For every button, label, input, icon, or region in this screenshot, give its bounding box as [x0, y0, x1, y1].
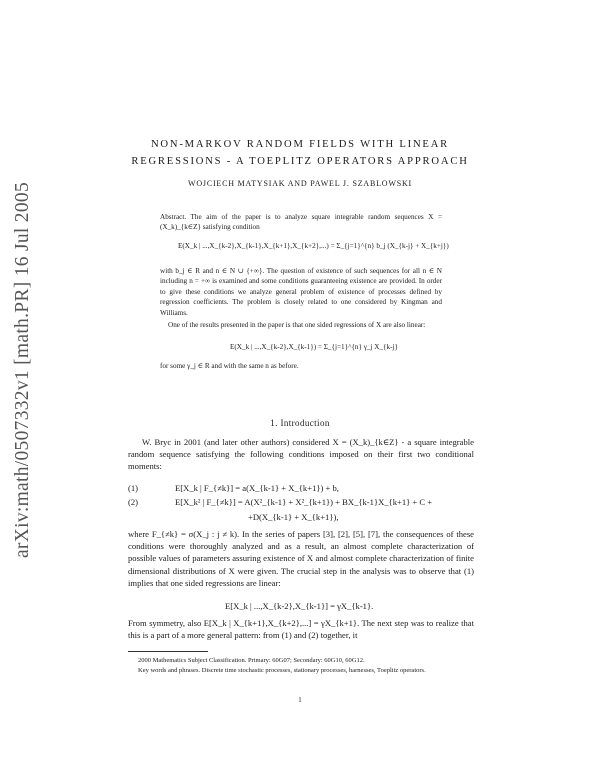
page-number: 1 [298, 697, 302, 704]
equation-1: E[X_k | F_{≠k}] = a(X_{k-1} + X_{k+1}) + b, [175, 483, 339, 493]
abstract-paragraph-2: with b_j ∈ R and n ∈ N ∪ {+∞}. The question of existence of such sequences for all n ∈ N including n = +∞ is examined and some conditions guaranteeing existence are provided. In order to give these conditions we analyze general problem of existence of processes defined by regression coefficients. The problem is closely related to one considered by Kingman and Williams. [160, 267, 442, 317]
abstract-equation-1: E(X_k | ...,X_{k-2},X_{k-1},X_{k+1},X_{k+2},...) = Σ_{j=1}^{n} b_j (X_{k-j} + X_{k+j}) [178, 242, 449, 250]
equation-2-line-2: +D(X_{k-1} + X_{k+1}), [248, 512, 339, 522]
abstract-paragraph-3: One of the results presented in the paper is that one sided regressions of X are also linear: [168, 321, 426, 329]
abstract-paragraph-1: Abstract. The aim of the paper is to analyze square integrable random sequences X = (X_k)_{k∈Z} satisfying condition [160, 213, 442, 232]
footnote-msc: 2000 Mathematics Subject Classification. Primary: 60G07; Secondary: 60G10, 60G12. [138, 657, 365, 664]
abstract-paragraph-4: for some γ_j ∈ R and with the same n as before. [160, 362, 299, 370]
equation-3: E[X_k | ...,X_{k-2},X_{k-1}] = γX_{k-1}. [225, 601, 374, 611]
equation-2-line-1: E[X_k² | F_{≠k}] = A(X²_{k-1} + X²_{k+1}) + BX_{k-1}X_{k+1} + C + [175, 497, 433, 507]
paper-title-line-1: NON-MARKOV RANDOM FIELDS WITH LINEAR [150, 139, 450, 150]
abstract-equation-2: E(X_k | ...,X_{k-2},X_{k-1}) = Σ_{j=1}^{n} γ_j X_{k-j} [230, 343, 398, 351]
section-heading-introduction: 1. Introduction [270, 418, 330, 428]
paper-title-line-2: REGRESSIONS - A TOEPLITZ OPERATORS APPROACH [131, 156, 469, 167]
paper-authors: WOJCIECH MATYSIAK AND PAWEL J. SZABLOWSKI [187, 179, 412, 188]
intro-paragraph-3: From symmetry, also E[X_k | X_{k+1},X_{k+2},...] = γX_{k+1}. The next step was to realize that this is a part of a more general pattern: from (1) and (2) together, it [128, 618, 474, 641]
arxiv-identifier-stamp [3, 160, 43, 580]
intro-paragraph-2: where F_{≠k} = σ(X_j : j ≠ k). In the series of papers [3], [2], [5], [7], the consequences of these conditions were thoroughly analyzed and as a result, an almost complete characterization of possible values of parameters assuring existence of X and almost complete characterization of finite dimensional distributions of X were given. The crucial step in the analysis was to observe that (1) implies that one sided regressions are linear: [128, 529, 474, 588]
footnote-divider [128, 651, 208, 652]
equation-1-label: (1) [128, 483, 139, 493]
arxiv-id-text: arXiv:math/0507332v1 [math.PR] 16 Jul 2005 [12, 181, 33, 559]
equation-2-label: (2) [128, 497, 139, 507]
footnote-keywords: Key words and phrases. Discrete time stochastic processes, stationary processes, harnesses, Toeplitz operators. [138, 667, 426, 674]
intro-paragraph-1: W. Bryc in 2001 (and later other authors) considered X = (X_k)_{k∈Z} - a square integrable random sequence satisfying the following conditions imposed on their first two conditional moments: [128, 437, 474, 472]
